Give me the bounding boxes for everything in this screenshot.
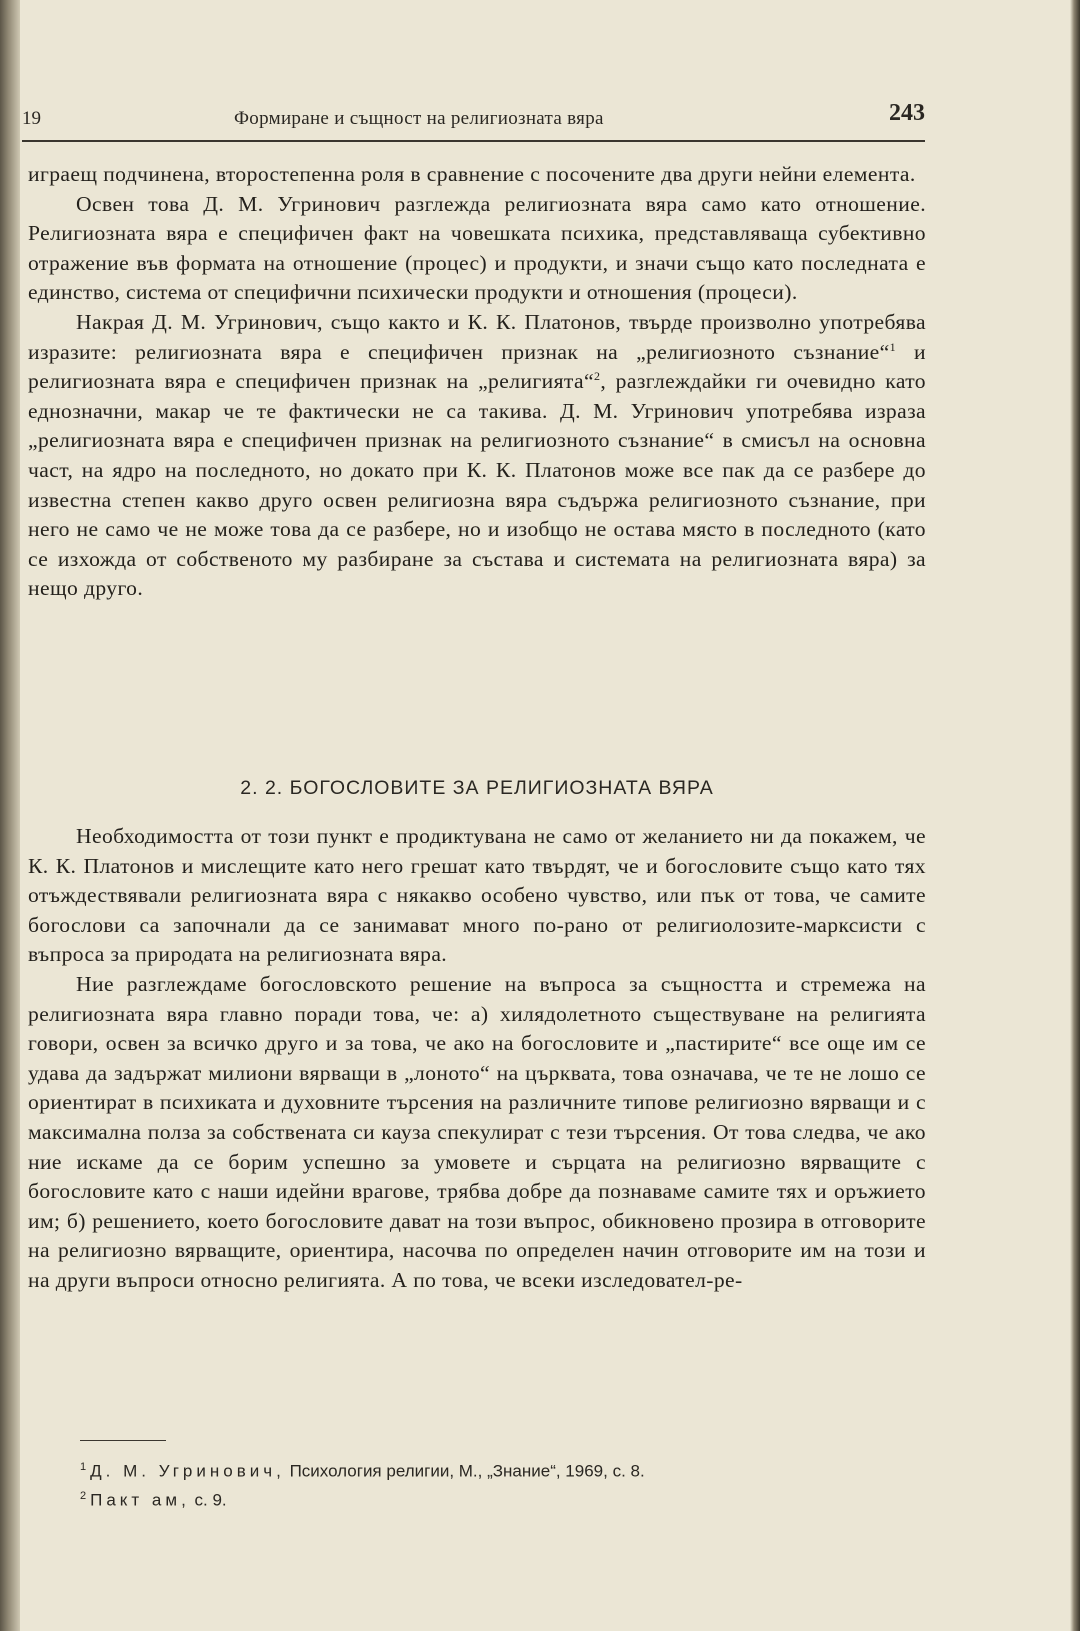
- running-title: Формиране и същност на религиозната вяра: [234, 108, 604, 129]
- book-spine-shadow: [0, 0, 20, 1631]
- section-paragraph-1: Необходимостта от този пункт е продиктувана не само от желанието ни да покажем, че К. К. Платонов и мислещите като него грешат като твърдят, че и богословите също като тях отъждествявали религиозната вяра с някакво особено чувство, или пък от това, че самите богослови са започнали да се занимават много по-рано от религиолозите-марксисти с въпроса за природата на религиозната вяра.: [28, 824, 926, 967]
- footnote-text: с. 9.: [189, 1490, 227, 1510]
- section-paragraph-2: Ние разглеждаме богословското решение на въпроса за същността и стремежа на религиозната вяра главно поради това, че: а) хилядолетното съществуване на религията говори, освен за всичко друго и за това, че ако на богословите и „пастирите“ все още им се удава да задържат милиони вярващи в „лоното“ на църквата, това означава, че те не лошо се ориентират в психиката и духовните търсения на различните типове религиозно вярващи и с максимална полза за собствената си кауза спекулират с тези търсения. От това следва, че ако ние искаме да се борим успешно за умовете и сърцата на религиозно вярващите с богословите като с наши идейни врагове, трябва добре да познаваме самите тях и оръжието им; б) решението, което богословите дават на този въпрос, обикновено прозира в отговорите на религиозно вярващите, ориентира, насочва по определен начин отговорите им на този и на други въпроси относно религията. А по това, че всеки изследовател-ре-: [28, 971, 926, 1292]
- footnote-ref-1[interactable]: 1: [889, 339, 897, 354]
- footnote-author: Пакт ам,: [90, 1490, 190, 1510]
- body-text: [28, 160, 926, 604]
- paragraph-text: , разглеждайки ги очевидно като еднозначни, макар че те фактически не са такива. Д. М. Угринович употребява израза „религиозната вяра е специфичен признак на религиозното съзнание“ в смисъл на основна част, на ядро на последното, но докато при К. К. Платонов може все пак да се разбере до известна степен какво друго освен религиозна вяра съдържа религиозното съзнание, при него не само че не може това да се разбере, но и изобщо не остава място в последното (като се изхожда от собственото му разбиране за състава и системата на религиозната вяра) за нещо друго.: [28, 369, 927, 601]
- chapter-number: 19: [22, 108, 41, 129]
- footnotes: [80, 1455, 920, 1512]
- footnote-text: Психология религии, М., „Знание“, 1969, с. 8.: [284, 1461, 645, 1481]
- footnote-rule: [80, 1440, 166, 1441]
- footnote-mark: 2: [80, 1489, 87, 1502]
- paragraph-platonov: [28, 308, 926, 604]
- footnote-ref-2[interactable]: 2: [593, 368, 601, 383]
- header-rule: [22, 140, 925, 142]
- page-edge-shadow: [1070, 0, 1080, 1631]
- footnote-1: [80, 1455, 920, 1484]
- page-header: [22, 100, 925, 136]
- paragraph-continued: играещ подчинена, второстепенна роля в сравнение с посочените два други нейни елемента.: [28, 162, 916, 186]
- paragraph-relation: Освен това Д. М. Угринович разглежда религиозната вяра само като отношение. Религиозната вяра е специфичен факт на човешката психика, представляваща субективно отражение във формата на отношение (процес) и продукти, и значи също като последната е единство, система от специфични психически продукти и отношения (процеси).: [28, 191, 926, 305]
- paragraph-text: и религиозната вяра е специфичен признак на „религията“: [28, 339, 926, 394]
- page-number: 243: [889, 100, 925, 126]
- footnote-author: Д. М. Угринович,: [90, 1461, 285, 1481]
- footnote-mark: 1: [80, 1461, 87, 1473]
- section-heading: 2. 2. БОГОСЛОВИТЕ ЗА РЕЛИГИОЗНАТА ВЯРА: [240, 777, 714, 799]
- paragraph-text: Накрая Д. М. Угринович, също както и К. К. Платонов, твърде произволно употребява изразите: религиозната вяра е специфичен признак на „религиозното съзнание“: [28, 309, 926, 364]
- section-body-text: [28, 822, 926, 1296]
- footnote-2: [80, 1484, 920, 1513]
